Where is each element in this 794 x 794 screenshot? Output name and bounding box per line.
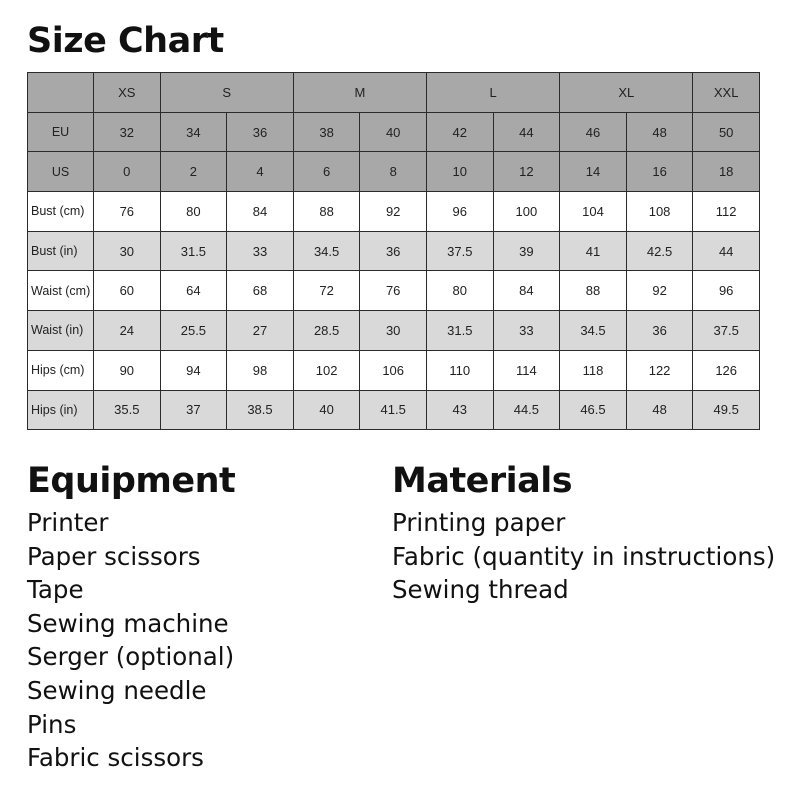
table-row xyxy=(28,231,760,271)
table-row xyxy=(28,390,760,430)
table-cell: 84 xyxy=(493,271,560,311)
table-cell: 122 xyxy=(626,350,693,390)
table-cell: 46 xyxy=(560,112,627,152)
table-cell: 88 xyxy=(560,271,627,311)
table-cell: 31.5 xyxy=(426,311,493,351)
table-cell: 112 xyxy=(693,192,760,232)
table-cell: 38 xyxy=(293,112,360,152)
table-cell: 33 xyxy=(493,311,560,351)
size-header-cell: L xyxy=(426,73,559,113)
materials-section xyxy=(392,458,775,607)
list-item: Printing paper xyxy=(392,508,566,537)
table-cell: 60 xyxy=(94,271,161,311)
us-size-row xyxy=(28,152,760,192)
equipment-list xyxy=(27,506,235,775)
table-cell: 0 xyxy=(94,152,161,192)
table-cell: 35.5 xyxy=(94,390,161,430)
table-cell: 39 xyxy=(493,231,560,271)
table-cell: 8 xyxy=(360,152,427,192)
table-cell: 6 xyxy=(293,152,360,192)
table-row xyxy=(28,311,760,351)
table-cell: 44 xyxy=(693,231,760,271)
table-cell: 92 xyxy=(626,271,693,311)
list-item: Sewing machine xyxy=(27,608,229,638)
table-cell: 36 xyxy=(227,112,294,152)
table-cell: 106 xyxy=(360,350,427,390)
table-cell: 36 xyxy=(360,231,427,271)
list-item: Sewing needle xyxy=(27,675,207,705)
size-header-cell: XXL xyxy=(693,73,760,113)
row-label: Hips (in) xyxy=(28,390,94,430)
eu-size-row xyxy=(28,112,760,152)
list-item: Serger (optional) xyxy=(27,642,235,672)
table-row xyxy=(28,350,760,390)
table-cell: 2 xyxy=(160,152,227,192)
table-cell: 114 xyxy=(493,350,560,390)
table-cell: 42.5 xyxy=(626,231,693,271)
list-item: Fabric (quantity in instructions) xyxy=(392,541,776,571)
table-cell: 34.5 xyxy=(560,311,627,351)
row-label: Bust (in) xyxy=(28,231,94,271)
table-cell: 44.5 xyxy=(493,390,560,430)
table-cell: 16 xyxy=(626,152,693,192)
table-cell: 92 xyxy=(360,192,427,232)
table-cell: 28.5 xyxy=(293,311,360,351)
table-cell: 90 xyxy=(94,350,161,390)
size-header-cell: XS xyxy=(94,73,161,113)
table-cell: 40 xyxy=(293,390,360,430)
table-cell: 14 xyxy=(560,152,627,192)
table-cell: 98 xyxy=(227,350,294,390)
size-header-row xyxy=(28,73,760,113)
table-cell: 102 xyxy=(293,350,360,390)
list-item: Fabric scissors xyxy=(27,743,204,773)
page-title: Size Chart xyxy=(27,21,224,61)
materials-list xyxy=(392,506,775,607)
table-cell: 104 xyxy=(560,192,627,232)
size-header-cell: S xyxy=(160,73,293,113)
table-cell: 48 xyxy=(626,112,693,152)
row-label: Waist (cm) xyxy=(28,271,94,311)
list-item: Paper scissors xyxy=(27,541,201,571)
table-cell: 33 xyxy=(227,231,294,271)
table-cell: 43 xyxy=(426,390,493,430)
table-cell: 12 xyxy=(493,152,560,192)
table-cell: 34.5 xyxy=(293,231,360,271)
table-cell: 48 xyxy=(626,390,693,430)
materials-heading: Materials xyxy=(392,461,573,501)
table-cell: 18 xyxy=(693,152,760,192)
table-cell: 10 xyxy=(426,152,493,192)
table-cell: 37.5 xyxy=(693,311,760,351)
table-cell: 4 xyxy=(227,152,294,192)
table-cell: 96 xyxy=(693,271,760,311)
table-cell: 31.5 xyxy=(160,231,227,271)
list-item: Pins xyxy=(27,709,77,739)
table-cell: 118 xyxy=(560,350,627,390)
row-label: Waist (in) xyxy=(28,311,94,351)
table-cell: 110 xyxy=(426,350,493,390)
table-cell: 84 xyxy=(227,192,294,232)
size-chart-table xyxy=(27,72,760,430)
table-cell: 100 xyxy=(493,192,560,232)
table-cell: 37 xyxy=(160,390,227,430)
table-cell: 126 xyxy=(693,350,760,390)
table-row xyxy=(28,271,760,311)
table-cell: 30 xyxy=(360,311,427,351)
table-cell: 68 xyxy=(227,271,294,311)
table-cell: 72 xyxy=(293,271,360,311)
table-cell: 34 xyxy=(160,112,227,152)
table-cell: 44 xyxy=(493,112,560,152)
table-cell: 94 xyxy=(160,350,227,390)
table-cell: 24 xyxy=(94,311,161,351)
table-cell: 76 xyxy=(94,192,161,232)
row-label: EU xyxy=(28,112,94,152)
row-label: Hips (cm) xyxy=(28,350,94,390)
table-cell: 27 xyxy=(227,311,294,351)
table-cell: 36 xyxy=(626,311,693,351)
list-item: Sewing thread xyxy=(392,575,569,605)
table-cell: 46.5 xyxy=(560,390,627,430)
table-cell: 41.5 xyxy=(360,390,427,430)
table-cell: 108 xyxy=(626,192,693,232)
equipment-section xyxy=(27,458,235,775)
table-cell: 30 xyxy=(94,231,161,271)
table-cell: 41 xyxy=(560,231,627,271)
table-cell: 80 xyxy=(160,192,227,232)
table-cell: 38.5 xyxy=(227,390,294,430)
table-cell: 64 xyxy=(160,271,227,311)
table-cell: 88 xyxy=(293,192,360,232)
size-header-cell: M xyxy=(293,73,426,113)
table-cell: 32 xyxy=(94,112,161,152)
equipment-heading: Equipment xyxy=(27,461,236,501)
table-row xyxy=(28,192,760,232)
list-item: Printer xyxy=(27,508,109,537)
corner-cell xyxy=(28,73,94,113)
table-cell: 96 xyxy=(426,192,493,232)
row-label: Bust (cm) xyxy=(28,192,94,232)
list-item: Tape xyxy=(27,575,84,605)
size-header-cell: XL xyxy=(560,73,693,113)
table-cell: 40 xyxy=(360,112,427,152)
table-cell: 76 xyxy=(360,271,427,311)
table-cell: 49.5 xyxy=(693,390,760,430)
row-label: US xyxy=(28,152,94,192)
table-cell: 80 xyxy=(426,271,493,311)
table-cell: 37.5 xyxy=(426,231,493,271)
table-cell: 50 xyxy=(693,112,760,152)
table-cell: 42 xyxy=(426,112,493,152)
table-cell: 25.5 xyxy=(160,311,227,351)
